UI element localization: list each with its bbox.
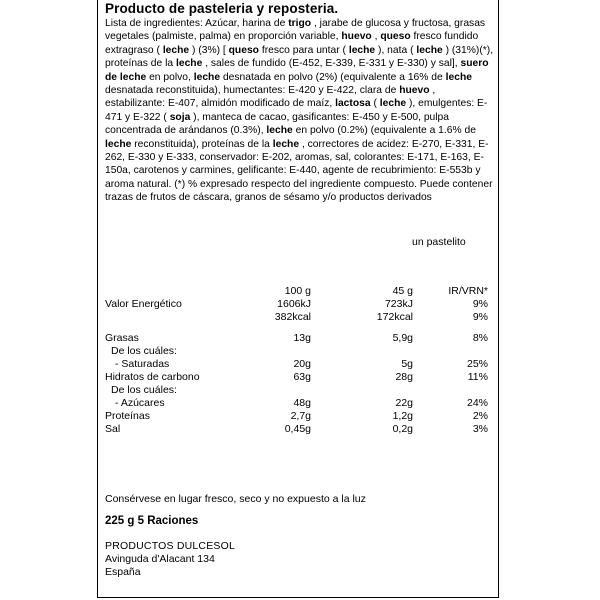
value-per45: 5,9g [392, 332, 413, 344]
value-ir: 9% [472, 298, 488, 310]
allergen-highlight: leche [348, 44, 376, 56]
nutrient-label: Proteínas [105, 410, 150, 422]
ingredient-text: en polvo (0.2%) (equivalente a 1.6% de [292, 125, 476, 137]
product-title: Producto de pasteleria y reposteria. [105, 1, 339, 16]
allergen-highlight: leche [266, 125, 293, 137]
allergen-highlight: leche [105, 138, 132, 150]
nutrition-row [105, 371, 497, 384]
value-per45: 172kcal [376, 311, 413, 323]
ingredient-text: fresco fundido extragraso ( [105, 31, 479, 56]
ingredient-text: , jarabe de glucosa y fructosa, grasas vegetales (palmiste, palma) en proporción variable, [105, 18, 486, 43]
nutrition-row [105, 423, 497, 436]
allergen-highlight: huevo [399, 85, 430, 97]
nutrient-label: - Saturadas [115, 358, 170, 370]
net-weight: 225 g 5 Raciones [105, 515, 199, 527]
allergen-highlight: leche [175, 58, 203, 70]
nutrition-row [105, 332, 497, 345]
header-per100: 100 g [284, 285, 311, 297]
value-ir: 3% [472, 423, 488, 435]
allergen-highlight: leche [162, 44, 190, 56]
nutrient-label: - Azúcares [115, 397, 165, 409]
ingredient-text: , [371, 31, 381, 43]
value-ir: 11% [467, 371, 488, 383]
allergen-highlight: huevo [341, 31, 372, 43]
nutrition-table [105, 285, 497, 436]
value-per45: 0,2g [392, 423, 413, 435]
ingredient-text: fresco para untar ( [258, 44, 349, 56]
value-per100: 13g [293, 332, 311, 344]
ingredient-text: ), nata ( [375, 44, 417, 56]
allergen-highlight: lactosa [335, 98, 371, 110]
nutrition-row [105, 384, 497, 397]
nutrient-label: Grasas [105, 332, 139, 344]
ingredient-text: ), manteca de cacao, gasificantes: E-450 y E-500, pulpa concentrada de arándanos (0.3%), [105, 111, 450, 137]
value-per45: 723kJ [384, 298, 413, 310]
allergen-highlight: leche [379, 98, 407, 110]
value-per45: 5g [401, 358, 413, 370]
allergen-highlight: leche [416, 44, 443, 56]
value-per100: 1606kJ [277, 298, 311, 310]
nutrition-row [105, 311, 497, 324]
nutrient-label: Sal [105, 423, 121, 435]
allergen-highlight: queso [380, 31, 411, 43]
header-ir: IR/VRN* [448, 285, 488, 297]
nutrient-label: Hidratos de carbono [105, 371, 200, 383]
allergen-highlight: trigo [288, 18, 312, 29]
allergen-highlight: leche [193, 71, 221, 83]
allergen-highlight: leche [272, 138, 300, 150]
ingredient-text: ) (3%) [ [189, 44, 229, 56]
ingredient-text: en polvo, [146, 71, 194, 83]
storage-instructions: Consérvese en lugar fresco, seco y no expuesto a la luz [105, 493, 366, 505]
nutrition-row [105, 298, 497, 311]
nutrient-label: De los cuáles: [111, 345, 177, 357]
label-panel [97, 0, 499, 598]
value-per100: 20g [293, 358, 311, 370]
value-ir: 8% [472, 332, 488, 344]
value-per100: 48g [293, 397, 311, 409]
nutrition-row [105, 345, 497, 358]
ingredient-text: ( [370, 98, 380, 110]
value-per100: 0,45g [284, 423, 311, 435]
value-per45: 22g [395, 397, 413, 409]
ingredient-text: desnatada en polvo (2%) (equivalente a 16% de [220, 71, 446, 83]
value-per100: 2,7g [290, 410, 311, 422]
nutrition-header-row [105, 285, 497, 298]
value-ir: 9% [472, 311, 488, 323]
ingredients-text [105, 17, 497, 205]
value-per45: 28g [395, 371, 413, 383]
manufacturer-address: Avinguda d'Alacant 134 [105, 553, 215, 566]
portion-label: un pastelito [412, 236, 466, 248]
header-per45: 45 g [392, 285, 413, 297]
ingredient-text: desnatada reconstituida), humectantes: E-420 y E-422, clara de [105, 85, 400, 97]
ingredient-text: ) (31%)(*), proteínas de la [105, 44, 494, 70]
ingredient-text: reconstituida), proteínas de la [131, 138, 273, 150]
value-per100: 382kcal [274, 311, 311, 323]
nutrition-row [105, 410, 497, 423]
nutrition-row [105, 397, 497, 410]
ingredient-text: Lista de ingredientes: Azúcar, harina de [105, 18, 289, 29]
value-ir: 24% [466, 397, 488, 409]
ingredient-text: , correctores de acidez: E-270, E-331, E-262, E-330 y E-333, conservador: E-202, aromas, sal, colorantes: E-171, E-163, E-150a, carotenos y carmines, gelificante: E-440, agente de recubrimiento: E-553b y aroma natural. (*) % expresado respecto del ingrediente compuesto. Puede contener trazas de frutos de cáscara, granos de sésamo y/o productos derivados [105, 138, 493, 204]
nutrient-label: De los cuáles: [111, 384, 177, 396]
nutrition-rows [105, 298, 497, 436]
value-per100: 63g [293, 371, 311, 383]
ingredient-text: , estabilizante: E-407, almidón modificado de maíz, [105, 85, 436, 110]
ingredient-text: ), emulgentes: E-471 y E-322 ( [105, 98, 488, 123]
ingredient-text: , sales de fundido (E-452, E-339, E-331 y E-330) y sal], [202, 58, 461, 70]
nutrition-row [105, 358, 497, 371]
manufacturer-country: España [105, 566, 141, 579]
value-ir: 2% [472, 410, 488, 422]
allergen-highlight: soja [169, 111, 191, 123]
manufacturer-name: PRODUCTOS DULCESOL [105, 540, 236, 552]
value-ir: 25% [466, 358, 488, 370]
value-per45: 1,2g [392, 410, 413, 422]
manufacturer-block [105, 540, 235, 580]
nutrient-label: Valor Energético [105, 298, 182, 310]
allergen-highlight: suero de leche [105, 58, 489, 83]
allergen-highlight: queso [228, 44, 259, 56]
allergen-highlight: leche [445, 71, 472, 83]
